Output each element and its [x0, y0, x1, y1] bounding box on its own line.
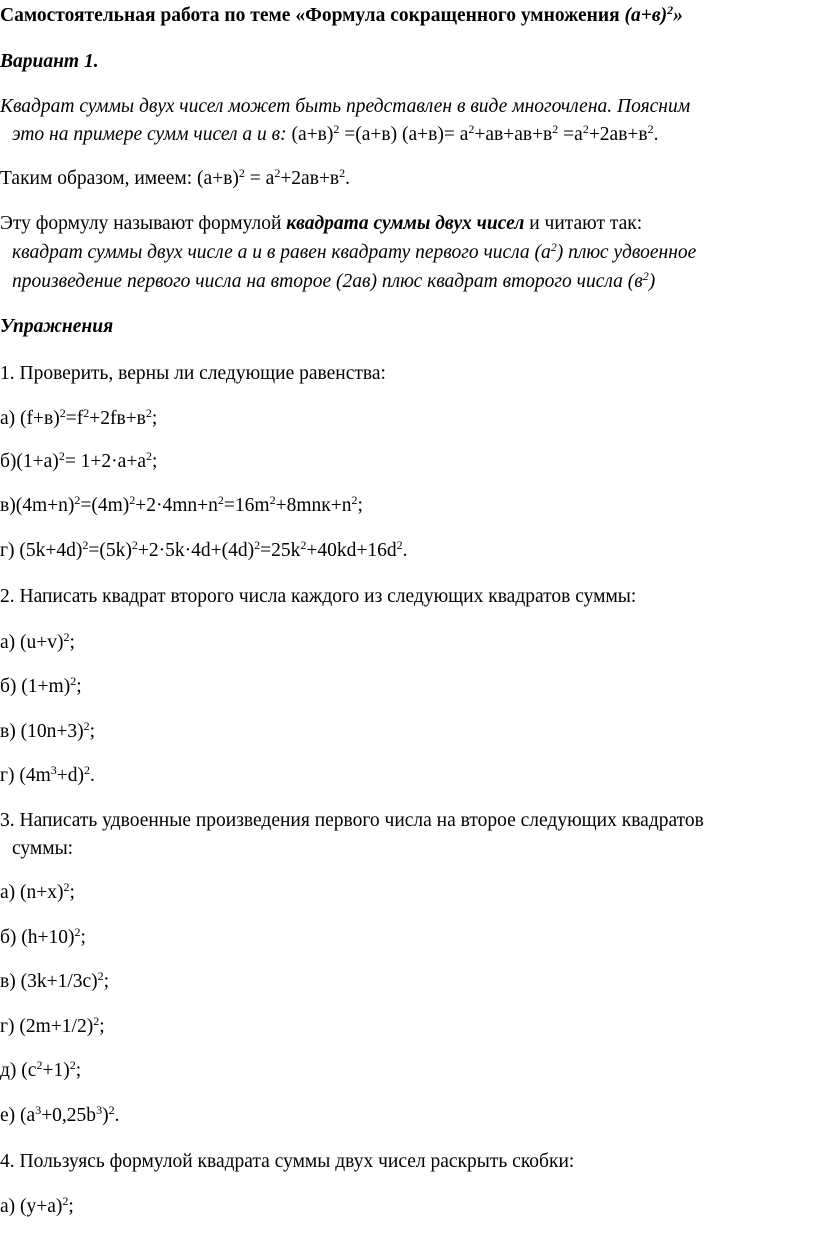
definition-line-1: Эту формулу называют формулой квадрата суммы двух чисел и читают так: [0, 213, 643, 234]
task-3-item-d: г) $(2m+1/2)^2$; [0, 1014, 105, 1037]
task-2-item-a: а) $(u+v)^2$; [0, 630, 75, 653]
task-3-item-c: в) $(3k+1/3c)^2$; [0, 969, 110, 992]
variant-heading: Вариант 1. [0, 51, 99, 72]
task-1-text: 1. Проверить, верны ли следующие равенства: [0, 363, 386, 384]
intro-formula: $(а+в)^2 =(а+в)$ $(а+в)= а^2+ав+ав+в^2 =а^2+2ав+в^2$. [291, 122, 659, 145]
exercises-heading: Упражнения [0, 316, 114, 337]
task-2-item-c: в) $(10n+3)^2$; [0, 719, 95, 742]
definition-term: квадрата суммы двух чисел [286, 213, 525, 234]
intro-line-2: это на примере сумм чисел а и в: $(а+в)^2 =(а+в)$ $(а+в)= а^2+ав+ав+в^2 =а^2+2ав+в^2$. [12, 122, 659, 145]
task-3-line-1: 3. Написать удвоенные произведения первого числа на второе следующих квадратов [0, 810, 704, 831]
intro-line-1: Квадрат суммы двух чисел может быть представлен в виде многочлена. Поясним [0, 96, 691, 117]
task-2-item-b: б) $(1+m)^2$; [0, 674, 82, 697]
task-3-item-b: б) $(h+10)^2$; [0, 925, 86, 948]
task-3-item-a: а) $(n+x)^2$; [0, 880, 75, 903]
result-formula: Таким образом, имеем: $(а+в)^2 = а^2+2ав+в^2$. [0, 166, 351, 189]
task-4-item-a: а) $(y+a)^2$; [0, 1194, 74, 1217]
task-1-item-d: г) $(5k+4d)^2=(5k)^2+2\cdot 5k\cdot 4d+(4d)^2=25k^2+40kd+16d^2$. [0, 538, 408, 561]
definition-line-2: квадрат суммы двух числе а и в равен квадрату первого числа $(а^2)$ плюс удвоенное [12, 240, 697, 263]
task-3-item-e: д) $(c^2+1)^2$; [0, 1058, 82, 1081]
task-1-item-b: $б)(1+а)^2= 1+2\cdot а+а^2$; [0, 449, 158, 472]
task-2-text: 2. Написать квадрат второго числа каждого из следующих квадратов суммы: [0, 586, 637, 607]
task-3-line-2: суммы: [12, 838, 74, 859]
task-2-item-d: г) $(4m^3+d)^2$. [0, 763, 95, 786]
page-title: Самостоятельная работа по теме «Формула сокращенного умножения $(а+в)^2$» [0, 3, 683, 26]
task-3-item-f: е) $(a^3+0,25b^3)^2$. [0, 1103, 120, 1126]
task-4-text: 4. Пользуясь формулой квадрата суммы двух чисел раскрыть скобки: [0, 1151, 575, 1172]
task-1-item-c: $в)(4m+n)^2=(4m)^2+2\cdot 4mn+n^2=16m^2+8mnк+n^2$; [0, 493, 363, 516]
task-1-item-a: а) $(f+в)^2=f^2+2fв+в^2$; [0, 406, 158, 429]
definition-line-3: произведение первого числа на второе (2ав) плюс квадрат второго числа $(в^2)$ [12, 269, 656, 292]
